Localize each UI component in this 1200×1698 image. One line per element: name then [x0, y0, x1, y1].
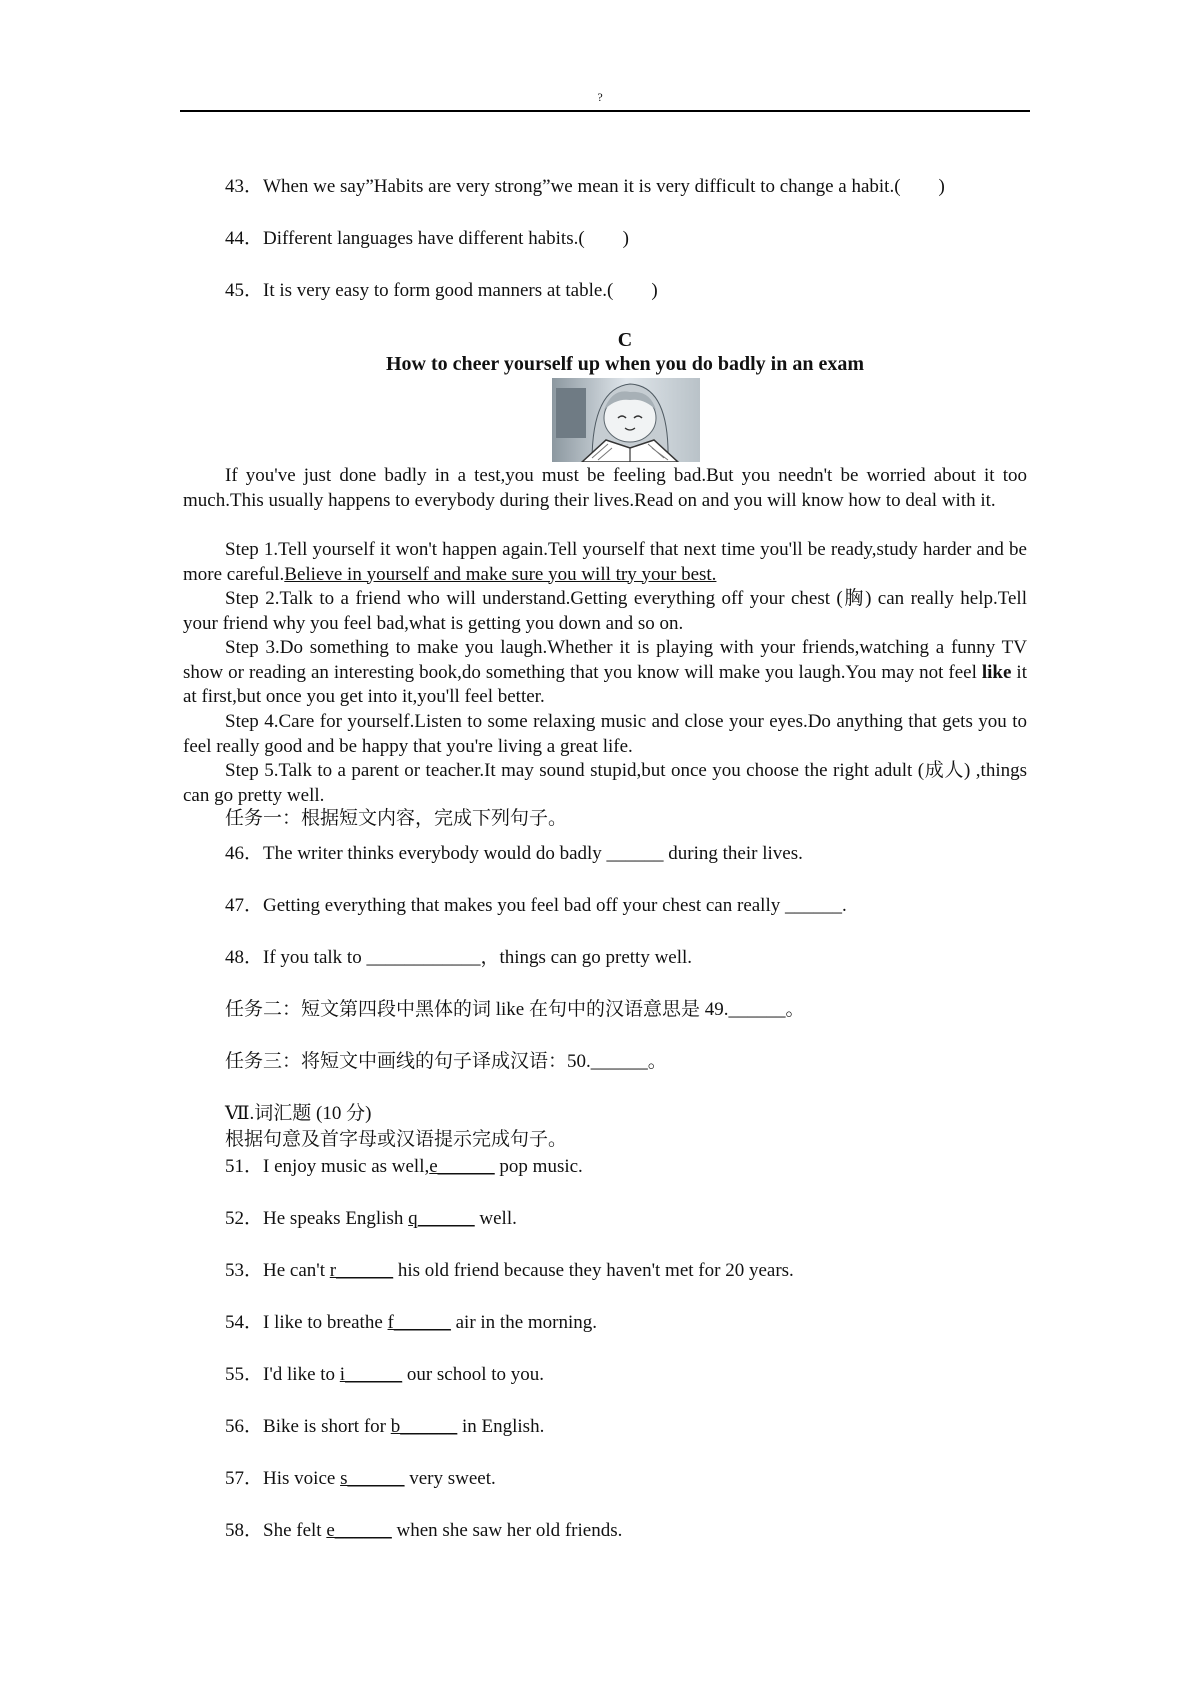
question-46	[225, 844, 803, 863]
answer-blank: q______	[408, 1208, 475, 1229]
header-mark: ?	[597, 90, 603, 104]
question-number: 52．	[225, 1208, 264, 1229]
question-number: 44．	[225, 228, 264, 249]
answer-blank: s______	[340, 1468, 405, 1489]
answer-blank: b______	[390, 1416, 458, 1437]
question-number: 58．	[225, 1520, 264, 1541]
task-2: 任务二：短文第四段中黑体的词 like 在句中的汉语意思是 49.______。	[225, 999, 805, 1020]
question-text: It is very easy to form good manners at table.(	[263, 280, 614, 301]
section-title: How to cheer yourself up when you do badly in an exam	[385, 353, 864, 375]
section-letter: C	[617, 329, 633, 351]
question-number: 45．	[225, 280, 264, 301]
bold-word-like: like	[981, 661, 1012, 683]
passage-intro: If you've just done badly in a test,you must be feeling bad.But you needn't be worried about it too much.This usually happens to everybody during their lives.Read on and you will know how to deal with it.	[183, 465, 1027, 511]
passage-step2: Step 2.Talk to a friend who will understand.Getting everything off your chest (胸) can really help.Tell your friend why you feel bad,what is getting you down and so on.	[183, 588, 1027, 634]
question-54: 54．I like to breathe f______ air in the morning.	[225, 1312, 598, 1333]
question-text: When we say”Habits are very strong”we mean it is very difficult to change a habit.(	[263, 176, 901, 197]
question-45	[225, 281, 658, 300]
question-number: 51．	[225, 1156, 264, 1177]
question-47	[225, 896, 847, 915]
question-55: 55．I'd like to i______ our school to you.	[225, 1364, 545, 1385]
section-vii-title: Ⅶ.词汇题 (10 分)	[225, 1103, 372, 1124]
answer-blank: f______	[387, 1312, 451, 1333]
close-paren: )	[622, 228, 629, 249]
passage-step1: Step 1.Tell yourself it won't happen again.Tell yourself that next time you'll be ready,study harder and be more careful.Believe in yourself and make sure you will try your best.	[183, 539, 1027, 585]
question-52: 52．He speaks English q______ well.	[225, 1208, 517, 1229]
passage-step4: Step 4.Care for yourself.Listen to some relaxing music and close your eyes.Do anything that gets you to feel really good and be happy that you're living a great life.	[183, 711, 1027, 757]
question-48	[225, 948, 692, 967]
question-number: 48．	[225, 947, 264, 968]
question-56: 56．Bike is short for b______ in English.	[225, 1416, 545, 1437]
question-number: 43．	[225, 176, 264, 197]
task-3: 任务三：将短文中画线的句子译成汉语：50.______。	[225, 1051, 667, 1072]
section-vii-instruction: 根据句意及首字母或汉语提示完成句子。	[225, 1129, 568, 1150]
passage-step5: Step 5.Talk to a parent or teacher.It may sound stupid,but once you choose the right adult (成人) ,things can go pretty well.	[183, 760, 1027, 806]
question-number: 54．	[225, 1312, 264, 1333]
task-1: 任务一：根据短文内容，完成下列句子。	[225, 808, 568, 829]
close-paren: )	[651, 280, 658, 301]
answer-blank: e______	[326, 1520, 392, 1541]
close-paren: )	[938, 176, 945, 197]
question-43	[225, 177, 945, 196]
question-text: Different languages have different habits.(	[263, 228, 585, 249]
question-44	[225, 229, 629, 248]
question-number: 47．	[225, 895, 264, 916]
question-53: 53．He can't r______ his old friend because they haven't met for 20 years.	[225, 1260, 794, 1281]
question-text: If you talk to ____________，things can go pretty well.	[263, 947, 693, 968]
question-number: 57．	[225, 1468, 264, 1489]
header-rule	[180, 110, 1030, 112]
question-58: 58．She felt e______ when she saw her old friends.	[225, 1520, 623, 1541]
question-text: Getting everything that makes you feel bad off your chest can really ______.	[263, 895, 847, 916]
question-number: 53．	[225, 1260, 264, 1281]
answer-blank: r______	[329, 1260, 394, 1281]
question-number: 46．	[225, 843, 264, 864]
question-51: 51．I enjoy music as well,e______ pop music.	[225, 1156, 583, 1177]
answer-blank: i______	[339, 1364, 403, 1385]
girl-reading-illustration	[552, 378, 700, 462]
question-text: The writer thinks everybody would do badly ______ during their lives.	[263, 843, 803, 864]
question-number: 56．	[225, 1416, 264, 1437]
passage-step3: Step 3.Do something to make you laugh.Whether it is playing with your friends,watching a funny TV show or reading an interesting book,do something that you know will make you laugh.You may not feel like it at first,but once you get into it,you'll feel better.	[183, 637, 1027, 707]
underlined-sentence: Believe in yourself and make sure you will try your best.	[284, 563, 717, 585]
question-number: 55．	[225, 1364, 264, 1385]
answer-blank: e______	[429, 1156, 495, 1177]
question-57: 57．His voice s______ very sweet.	[225, 1468, 496, 1489]
